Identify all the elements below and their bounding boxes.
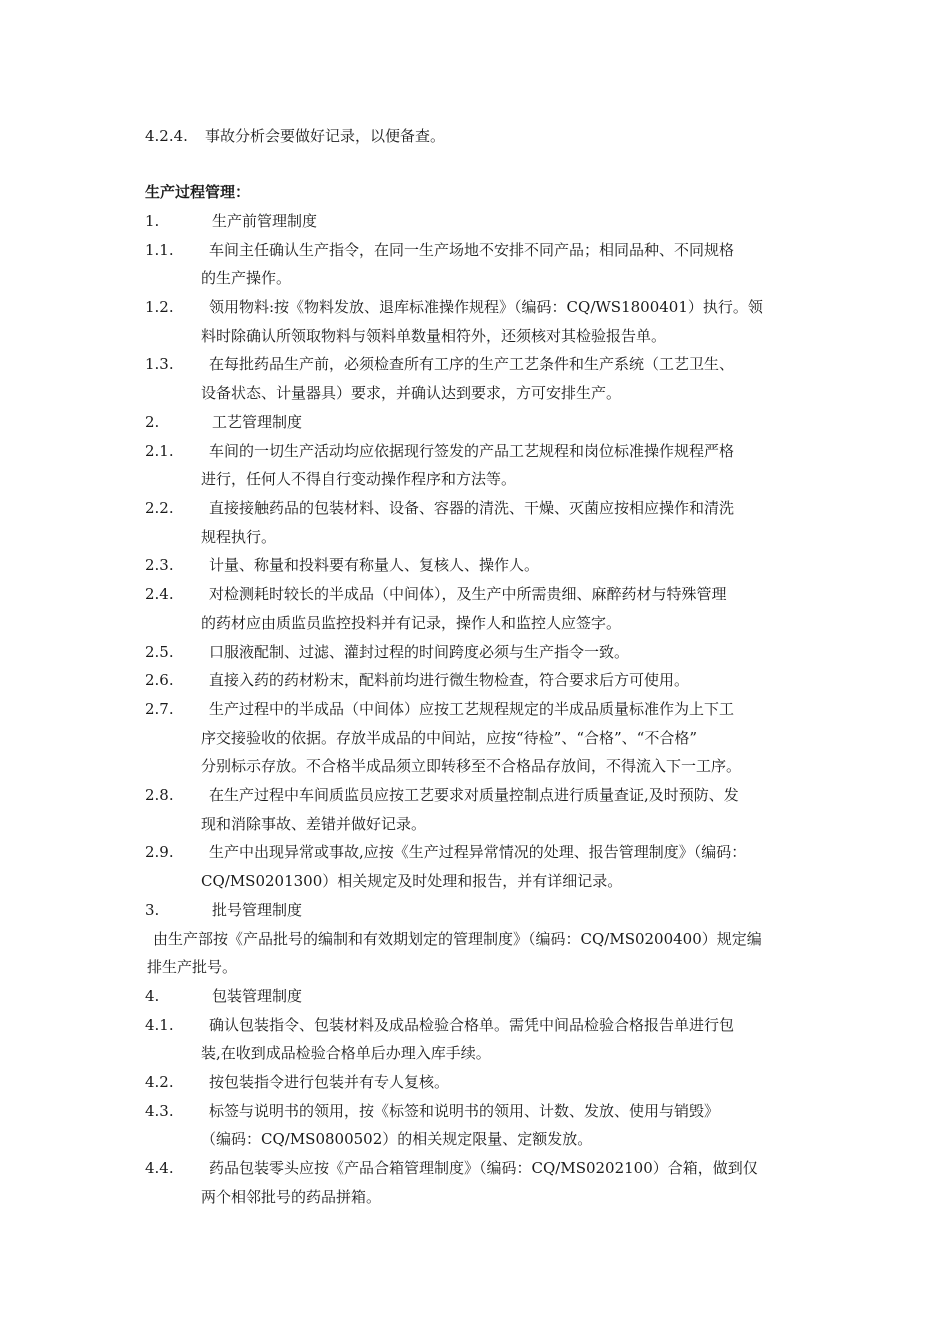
clause-text: （编码：CQ/MS0800502）的相关规定限量、定额发放。	[201, 1130, 593, 1148]
clause-number: 4.	[145, 987, 160, 1005]
clause-text: 包装管理制度	[212, 987, 303, 1005]
clause-text: 对检测耗时较长的半成品（中间体），及生产中所需贵细、麻醉药材与特殊管理	[209, 585, 727, 603]
clause-number: 2.	[145, 413, 160, 431]
clause-text: 设备状态、计量器具）要求，并确认达到要求，方可安排生产。	[201, 384, 622, 402]
clause-number: 4.1.	[145, 1016, 174, 1034]
clause-number: 2.6.	[145, 671, 174, 689]
clause-text: 分别标示存放。不合格半成品须立即转移至不合格品存放间，不得流入下一工序。	[201, 757, 742, 775]
clause-number: 2.4.	[145, 585, 174, 603]
clause-number: 4.4.	[145, 1159, 174, 1177]
clause-number: 1.1.	[145, 241, 174, 259]
clause-text: 排生产批号。	[147, 958, 238, 976]
clause-number: 2.7.	[145, 700, 174, 718]
clause-text: 计量、称量和投料要有称量人、复核人、操作人。	[209, 556, 540, 574]
intro-number: 4.2.4.	[145, 127, 188, 145]
clause-number: 2.1.	[145, 442, 174, 460]
clause-number: 2.3.	[145, 556, 174, 574]
clause-text: 生产过程中的半成品（中间体）应按工艺规程规定的半成品质量标准作为上下工	[209, 700, 735, 718]
clause-number: 4.2.	[145, 1073, 174, 1091]
clause-number: 1.2.	[145, 298, 174, 316]
clause-text: 装,在收到成品检验合格单后办理入库手续。	[201, 1044, 491, 1062]
clause-text: 生产前管理制度	[212, 212, 318, 230]
clause-text: 批号管理制度	[212, 901, 303, 919]
clause-number: 2.8.	[145, 786, 174, 804]
clause-text: 生产中出现异常或事故,应按《生产过程异常情况的处理、报告管理制度》（编码：	[209, 843, 747, 861]
clause-text: 规程执行。	[201, 528, 277, 546]
clause-text: 序交接验收的依据。存放半成品的中间站，应按“待检”、“合格”、“不合格”	[201, 729, 698, 747]
clause-text: 现和消除事故、差错并做好记录。	[201, 815, 427, 833]
clause-text: 直接入药的药材粉末，配料前均进行微生物检查，符合要求后方可使用。	[209, 671, 690, 689]
clause-text: 在每批药品生产前，必须检查所有工序的生产工艺条件和生产系统（工艺卫生、	[209, 355, 735, 373]
clause-text: 口服液配制、过滤、灌封过程的时间跨度必须与生产指令一致。	[209, 643, 630, 661]
clause-number: 2.9.	[145, 843, 174, 861]
clause-text: 的生产操作。	[201, 269, 292, 287]
clause-text: 确认包装指令、包装材料及成品检验合格单。需凭中间品检验合格报告单进行包	[209, 1016, 735, 1034]
clause-text: 由生产部按《产品批号的编制和有效期划定的管理制度》（编码：CQ/MS0200400）规定编	[153, 930, 762, 948]
clause-text: 领用物料:按《物料发放、退库标准操作规程》（编码：CQ/WS1800401）执行。领	[209, 298, 763, 316]
clause-number: 1.	[145, 212, 160, 230]
clause-number: 2.2.	[145, 499, 174, 517]
clause-number: 2.5.	[145, 643, 174, 661]
clause-number: 4.3.	[145, 1102, 174, 1120]
clause-number: 1.3.	[145, 355, 174, 373]
clause-text: 按包装指令进行包装并有专人复核。	[209, 1073, 450, 1091]
clause-text: 在生产过程中车间质监员应按工艺要求对质量控制点进行质量查证,及时预防、发	[209, 786, 739, 804]
clause-text: 标签与说明书的领用，按《标签和说明书的领用、计数、发放、使用与销毁》	[209, 1102, 720, 1120]
clause-text: 工艺管理制度	[212, 413, 303, 431]
clause-text: 的药材应由质监员监控投料并有记录，操作人和监控人应签字。	[201, 614, 622, 632]
clause-text: 直接接触药品的包装材料、设备、容器的清洗、干燥、灭菌应按相应操作和清洗	[209, 499, 735, 517]
clause-text: 两个相邻批号的药品拼箱。	[201, 1188, 382, 1206]
clause-text: 车间的一切生产活动均应依据现行签发的产品工艺规程和岗位标准操作规程严格	[209, 442, 735, 460]
clause-text: 药品包装零头应按《产品合箱管理制度》（编码：CQ/MS0202100）合箱，做到仅	[209, 1159, 758, 1177]
clause-text: CQ/MS0201300）相关规定及时处理和报告，并有详细记录。	[201, 872, 623, 890]
clause-text: 料时除确认所领取物料与领料单数量相符外，还须核对其检验报告单。	[201, 327, 667, 345]
clause-text: 车间主任确认生产指令，在同一生产场地不安排不同产品；相同品种、不同规格	[209, 241, 735, 259]
clause-number: 3.	[145, 901, 160, 919]
clause-text: 进行，任何人不得自行变动操作程序和方法等。	[201, 470, 517, 488]
section-title: 生产过程管理：	[145, 183, 251, 201]
intro-text: 事故分析会要做好记录，以便备查。	[205, 127, 446, 145]
